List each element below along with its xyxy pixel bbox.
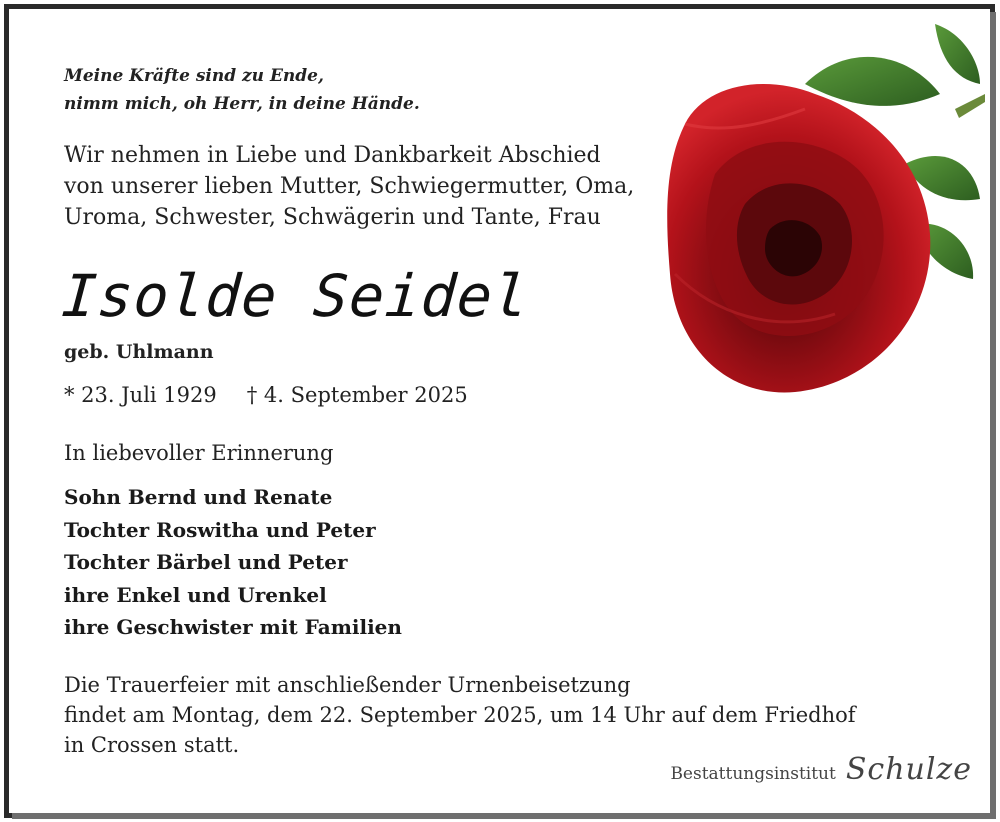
undertaker-label: Bestattungsinstitut <box>670 764 836 784</box>
frame-shadow-bottom <box>12 813 996 819</box>
intro-line-1: Wir nehmen in Liebe und Dankbarkeit Abschied <box>64 143 601 168</box>
deceased-name: Isolde Seidel <box>59 262 532 330</box>
frame-shadow-right <box>990 12 996 815</box>
birth-date: * 23. Juli 1929 <box>64 383 217 407</box>
service-line-3: in Crossen statt. <box>64 733 240 757</box>
motto-verse <box>64 62 420 118</box>
intro-line-3: Uroma, Schwester, Schwägerin und Tante, Frau <box>64 205 601 230</box>
red-rose-image <box>655 14 985 400</box>
intro-text <box>64 140 634 233</box>
mourner-item: ihre Geschwister mit Familien <box>64 615 402 639</box>
undertaker-credit <box>670 752 972 787</box>
mourner-item: Tochter Bärbel und Peter <box>64 550 348 574</box>
service-line-1: Die Trauerfeier mit anschließender Urnenbeisetzung <box>64 673 631 697</box>
life-dates <box>64 380 468 410</box>
intro-line-2: von unserer lieben Mutter, Schwiegermutter, Oma, <box>64 174 635 199</box>
mourners-list <box>64 481 402 644</box>
motto-line-1: Meine Kräfte sind zu Ende, <box>64 66 324 86</box>
memory-line: In liebevoller Erinnerung <box>64 441 334 465</box>
undertaker-signature: Schulze <box>845 752 972 787</box>
death-date: † 4. September 2025 <box>246 383 468 407</box>
service-line-2: findet am Montag, dem 22. September 2025, um 14 Uhr auf dem Friedhof <box>64 703 856 727</box>
mourner-item: Sohn Bernd und Renate <box>64 485 333 509</box>
motto-line-2: nimm mich, oh Herr, in deine Hände. <box>64 94 420 114</box>
mourner-item: ihre Enkel und Urenkel <box>64 582 327 607</box>
funeral-service-info <box>64 670 856 760</box>
birth-name: geb. Uhlmann <box>64 341 214 363</box>
mourner-item: Tochter Roswitha und Peter <box>64 517 376 542</box>
